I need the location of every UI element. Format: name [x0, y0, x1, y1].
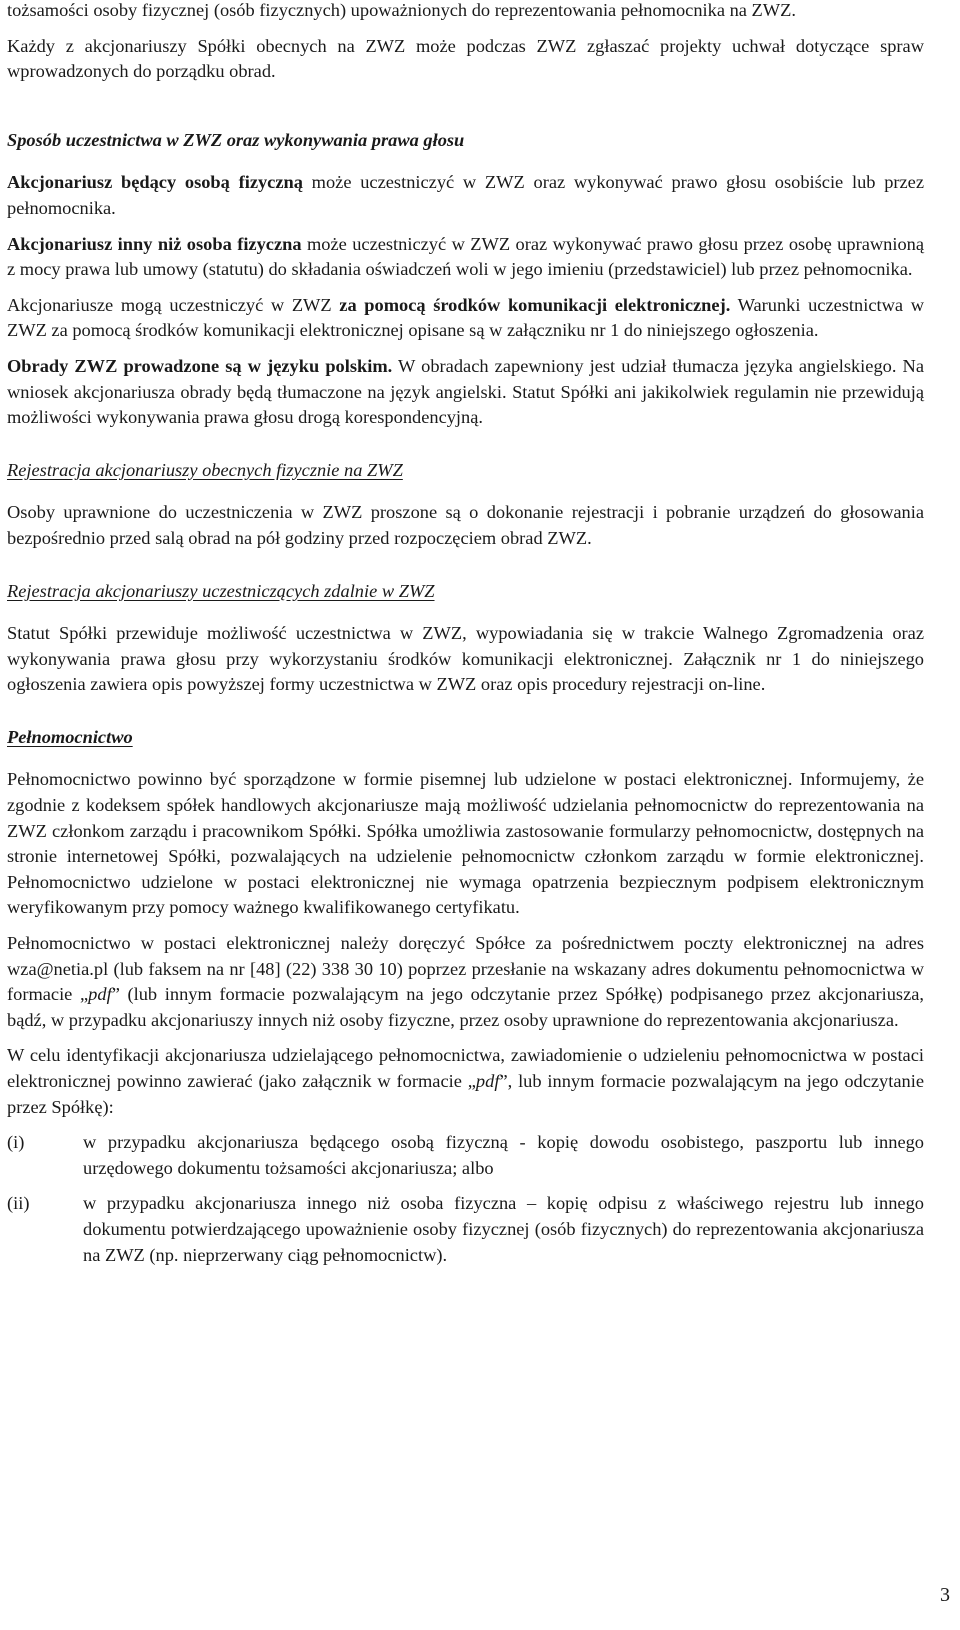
page-number: 3 — [940, 1584, 950, 1606]
text-other-entity: może uczestniczyć w ZWZ oraz wykonywać prawo głosu przez osobę uprawnioną z mocy prawa lub umowy (statutu) do składania oświadczeń woli w jego imieniu (przedstawiciel) lub przez pełnomocnika. — [7, 233, 924, 280]
text-electronic-rest: Warunki uczestnictwa w ZWZ za pomocą środków komunikacji elektronicznej opisane są w załączniku nr 1 do niniejszego ogłoszenia. — [7, 294, 924, 341]
section-heading-registration-remote: Rejestracja akcjonariuszy uczestniczących zdalnie w ZWZ — [7, 580, 435, 601]
list-item-text: w przypadku akcjonariusza innego niż osoba fizyczna – kopię odpisu z właściwego rejestru lub innego dokumentu potwierdzającego upoważnienie osoby fizycznej (osób fizycznych) do reprezentowania akcjonariusza na ZWZ (np. nieprzerwany ciąg pełnomocnictw). — [83, 1193, 924, 1265]
document-page — [7, 0, 924, 1268]
section-heading-participation: Sposób uczestnictwa w ZWZ oraz wykonywania prawa głosu — [7, 129, 465, 150]
text-proxy-identification-a: W celu identyfikacji akcjonariusza udzielającego pełnomocnictwa, zawiadomienie o udzieleniu pełnomocnictwa w postaci elektronicznej powinno zawierać (jako załącznik w formacie „ — [7, 1045, 924, 1091]
paragraph-proxy-identification — [7, 1043, 924, 1120]
text-proxy-delivery-b: ” (lub innym formacie pozwalającym na jego odczytanie przez Spółkę) podpisanego przez akcjonariusza, bądź, w przypadku akcjonariuszy innych niż osoby fizyczne, przez osoby uprawnione do reprezentowania akcjonariusza. — [7, 984, 924, 1030]
list-item — [7, 1130, 924, 1181]
paragraph-electronic-participation — [7, 293, 924, 344]
bold-natural-person: Akcjonariusz będący osobą fizyczną — [7, 172, 303, 193]
text-proxy-identification-b: ”, lub innym formacie pozwalającym na jego odczytanie przez Spółkę): — [7, 1071, 924, 1117]
list-marker: (i) — [7, 1132, 25, 1153]
bold-electronic: za pomocą środków komunikacji elektronicznej. — [339, 294, 731, 315]
bold-language: Obrady ZWZ prowadzone są w języku polskim. — [7, 355, 393, 376]
paragraph-proxy-form: Pełnomocnictwo powinno być sporządzone w formie pisemnej lub udzielone w postaci elektronicznej. Informujemy, że zgodnie z kodeksem spółek handlowych akcjonariusze mają możliwość udzielania pełnomocnictw do reprezentowania na ZWZ członkom zarządu i pracownikom Spółki. Spółka umożliwia zastosowanie formularzy pełnomocnictw, dostępnych na stronie internetowej Spółki, pozwalających na udzielenie pełnomocnictw członkom zarządu w formie elektronicznej. Pełnomocnictwo udzielone w postaci elektronicznej nie wymaga opatrzenia bezpiecznym podpisem elektronicznym weryfikowanym przy pomocy ważnego kwalifikowanego certyfikatu. — [7, 769, 924, 918]
text-proxy-delivery-a: Pełnomocnictwo w postaci elektronicznej należy doręczyć Spółce za pośrednictwem poczty elektronicznej na adres wza@netia.pl (lub faksem na nr [48] (22) 338 30 10) poprzez przesłanie na wskazany adres dokumentu pełnomocnictwa w formacie „ — [7, 933, 924, 1005]
paragraph-proxy-delivery — [7, 931, 924, 1033]
list-marker: (ii) — [7, 1193, 30, 1214]
text-language: W obradach zapewniony jest udział tłumacza języka angielskiego. Na wniosek akcjonariusza obrady będą tłumaczone na język angielski. Statut Spółki ani jakikolwiek regulamin nie przewidują możliwości wykonywania prawa głosu drogą korespondencyjną. — [7, 355, 924, 428]
paragraph-registration-remote: Statut Spółki przewiduje możliwość uczestnictwa w ZWZ, wypowiadania się w trakcie Walnego Zgromadzenia oraz wykonywania prawa głosu przy wykorzystaniu środków komunikacji elektronicznej. Załącznik nr 1 do niniejszego ogłoszenia zawiera opis powyższej formy uczestnictwa w ZWZ oraz opis procedury rejestracji on-line. — [7, 623, 924, 695]
list-item — [7, 1191, 924, 1268]
intro-paragraph-resolutions: Każdy z akcjonariuszy Spółki obecnych na ZWZ może podczas ZWZ zgłaszać projekty uchwał dotyczące spraw wprowadzonych do porządku obrad. — [7, 35, 924, 82]
text-proxy-delivery-pdf: pdf — [88, 984, 112, 1005]
intro-paragraph-continued: tożsamości osoby fizycznej (osób fizycznych) upoważnionych do reprezentowania pełnomocnika na ZWZ. — [7, 0, 796, 20]
text-proxy-identification-pdf: pdf — [475, 1071, 500, 1091]
list-item-text: w przypadku akcjonariusza będącego osobą fizyczną - kopię dowodu osobistego, paszportu lub innego urzędowego dokumentu tożsamości akcjonariusza; albo — [83, 1132, 924, 1178]
text-natural-person: może uczestniczyć w ZWZ oraz wykonywać prawo głosu osobiście lub przez pełnomocnika. — [7, 172, 924, 218]
section-heading-proxy: Pełnomocnictwo — [7, 726, 133, 747]
paragraph-registration-physical: Osoby uprawnione do uczestniczenia w ZWZ proszone są o dokonanie rejestracji i pobranie urządzeń do głosowania bezpośrednio przed salą obrad na pół godziny przed rozpoczęciem obrad ZWZ. — [7, 502, 924, 548]
section-heading-registration-physical: Rejestracja akcjonariuszy obecnych fizycznie na ZWZ — [7, 459, 403, 480]
paragraph-language — [7, 354, 924, 431]
paragraph-natural-person — [7, 170, 924, 221]
bold-other-entity: Akcjonariusz inny niż osoba fizyczna — [7, 233, 302, 254]
text-electronic-start: Akcjonariusze mogą uczestniczyć w ZWZ — [7, 294, 340, 315]
paragraph-other-entity — [7, 232, 924, 283]
